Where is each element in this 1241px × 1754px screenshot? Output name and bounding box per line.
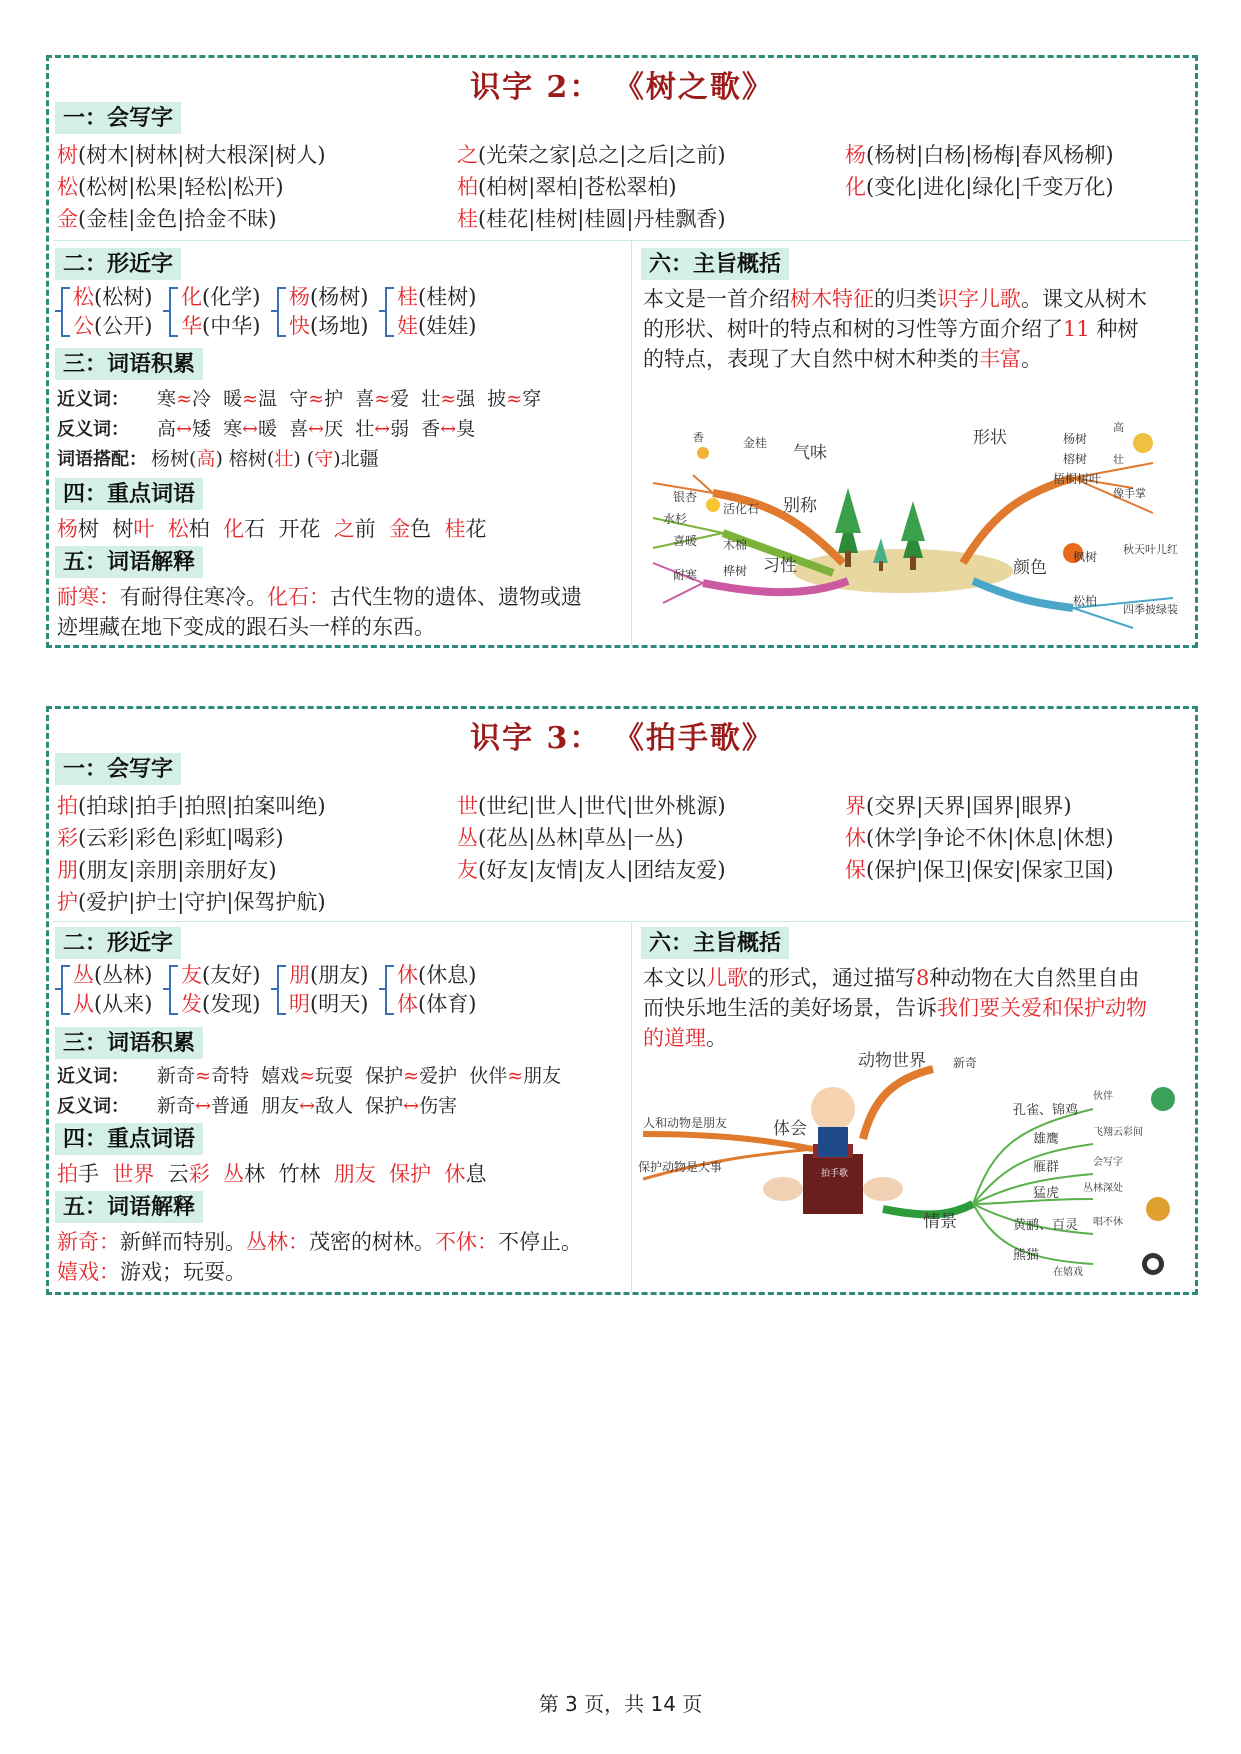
svg-text:香: 香 <box>693 431 704 444</box>
word-line: 金(金桂|金色|拾金不昧) <box>57 207 277 231</box>
word-line: 拍(拍球|拍手|拍照|拍案叫绝) <box>57 794 326 818</box>
word-line: 朋(朋友|亲朋|亲朋好友) <box>57 858 277 882</box>
section-writing: 一：会写字 <box>55 753 181 785</box>
section-explain: 五：词语解释 <box>55 1191 203 1223</box>
svg-text:颜色: 颜色 <box>1013 558 1047 578</box>
word-line: 化(变化|进化|绿化|千变万化) <box>845 175 1114 199</box>
similar-group: 松(松树) 公(公开) <box>61 283 152 341</box>
synonym-line: 近义词： 新奇≈奇特 嬉戏≈玩耍 保护≈爱护 伙伴≈朋友 <box>57 1065 562 1087</box>
svg-text:秋天叶儿红: 秋天叶儿红 <box>1123 543 1178 556</box>
word-line: 丛(花丛|丛林|草丛|一丛) <box>457 826 684 850</box>
similar-group: 桂(桂树) 娃(娃娃) <box>385 283 476 341</box>
similar-group: 休(休息) 体(体育) <box>385 961 476 1019</box>
svg-text:飞翔云彩间: 飞翔云彩间 <box>1093 1127 1143 1138</box>
similar-group: 友(友好) 发(发现) <box>169 961 260 1019</box>
svg-text:伙伴: 伙伴 <box>1093 1091 1113 1102</box>
word-line: 桂(桂花|桂树|桂圆|丹桂飘香) <box>457 207 726 231</box>
mindmap-trees <box>633 383 1195 645</box>
summary-line: 而快乐地生活的美好场景，告诉我们要关爱和保护动物 <box>643 996 1147 1020</box>
svg-text:唱不休: 唱不休 <box>1093 1217 1123 1228</box>
section-similar: 二：形近字 <box>55 927 181 959</box>
similar-group: 化(化学) 华(中华) <box>169 283 260 341</box>
mindmap-animals <box>633 1039 1195 1291</box>
svg-text:梧桐树叶: 梧桐树叶 <box>1053 472 1102 486</box>
summary-line: 的道理。 <box>643 1026 727 1050</box>
svg-text:人和动物是朋友: 人和动物是朋友 <box>643 1116 728 1130</box>
word-line: 保(保护|保卫|保安|保家卫国) <box>845 858 1114 882</box>
svg-text:四季披绿装: 四季披绿装 <box>1123 603 1178 616</box>
svg-text:习性: 习性 <box>763 556 797 576</box>
svg-text:木棉: 木棉 <box>723 538 748 552</box>
word-line: 友(好友|友情|友人|团结友爱) <box>457 858 726 882</box>
section-vocab: 三：词语积累 <box>55 348 203 380</box>
word-line: 世(世纪|世人|世代|世外桃源) <box>457 794 726 818</box>
svg-text:高: 高 <box>1113 421 1124 434</box>
svg-text:拍手歌: 拍手歌 <box>821 1169 849 1179</box>
word-line: 之(光荣之家|总之|之后|之前) <box>457 143 726 167</box>
svg-text:保护动物是大事: 保护动物是大事 <box>638 1160 723 1174</box>
word-line: 护(爱护|护士|守护|保驾护航) <box>57 890 326 914</box>
section-keywords: 四：重点词语 <box>55 478 203 510</box>
svg-text:像手掌: 像手掌 <box>1113 487 1146 500</box>
similar-group: 杨(杨树) 快(场地) <box>277 283 368 341</box>
collocation-line: 词语搭配： 杨树(高) 榕树(壮) (守)北疆 <box>57 448 379 470</box>
antonym-line: 反义词： 高↔矮 寒↔暖 喜↔厌 壮↔弱 香↔臭 <box>57 418 476 440</box>
svg-text:壮: 壮 <box>1113 453 1124 466</box>
svg-text:气味: 气味 <box>793 443 827 463</box>
section-summary: 六：主旨概括 <box>641 927 789 959</box>
word-line: 休(休学|争论不休|休息|休想) <box>845 826 1114 850</box>
synonym-line: 近义词： 寒≈冷 暖≈温 守≈护 喜≈爱 壮≈强 披≈穿 <box>57 388 542 410</box>
svg-text:猛虎: 猛虎 <box>1033 1186 1060 1201</box>
svg-text:金桂: 金桂 <box>743 436 768 450</box>
svg-text:松柏: 松柏 <box>1073 594 1098 608</box>
section-writing: 一：会写字 <box>55 102 181 134</box>
section-explain: 五：词语解释 <box>55 546 203 578</box>
word-line: 柏(柏树|翠柏|苍松翠柏) <box>457 175 677 199</box>
summary-line: 的形状、树叶的特点和树的习性等方面介绍了11 种树 <box>643 317 1139 341</box>
explain-line: 嬉戏：游戏；玩耍。 <box>57 1260 246 1284</box>
svg-text:活化石: 活化石 <box>723 502 760 516</box>
svg-text:黄鹂、百灵: 黄鹂、百灵 <box>1013 1218 1079 1233</box>
svg-text:形状: 形状 <box>973 428 1007 448</box>
svg-text:银杏: 银杏 <box>673 490 698 504</box>
svg-text:水杉: 水杉 <box>663 512 688 526</box>
antonym-line: 反义词： 新奇↔普通 朋友↔敌人 保护↔伤害 <box>57 1095 458 1117</box>
svg-text:体会: 体会 <box>773 1119 807 1139</box>
svg-text:杨树: 杨树 <box>1063 432 1088 446</box>
similar-group: 朋(朋友) 明(明天) <box>277 961 368 1019</box>
section-summary: 六：主旨概括 <box>641 248 789 280</box>
svg-text:雁群: 雁群 <box>1033 1160 1060 1175</box>
keyword-line: 拍手 世界 云彩 丛林 竹林 朋友 保护 休息 <box>57 1162 487 1186</box>
similar-group: 丛(丛林) 从(从来) <box>61 961 152 1019</box>
card-title: 识字 3： 《拍手歌》 <box>470 721 774 756</box>
summary-line: 本文以儿歌的形式，通过描写8种动物在大自然里自由 <box>643 966 1140 990</box>
svg-text:丛林深处: 丛林深处 <box>1083 1183 1123 1194</box>
card-shuzhige <box>46 55 1198 648</box>
card-title: 识字 2： 《树之歌》 <box>470 70 774 105</box>
svg-text:雄鹰: 雄鹰 <box>1033 1132 1060 1147</box>
svg-text:别称: 别称 <box>783 496 817 516</box>
svg-text:桦树: 桦树 <box>723 564 748 578</box>
svg-text:会写字: 会写字 <box>1093 1157 1123 1168</box>
svg-text:熊猫: 熊猫 <box>1013 1248 1040 1263</box>
svg-text:孔雀、锦鸡: 孔雀、锦鸡 <box>1013 1103 1079 1118</box>
page-number: 第 3 页，共 14 页 <box>538 1692 703 1716</box>
section-similar: 二：形近字 <box>55 248 181 280</box>
section-keywords: 四：重点词语 <box>55 1123 203 1155</box>
word-line: 树(树木|树林|树大根深|树人) <box>57 143 326 167</box>
svg-text:动物世界: 动物世界 <box>858 1051 926 1071</box>
svg-text:在嬉戏: 在嬉戏 <box>1053 1267 1083 1278</box>
summary-line: 本文是一首介绍树木特征的归类识字儿歌。课文从树木 <box>643 287 1147 311</box>
svg-text:喜暖: 喜暖 <box>673 534 698 548</box>
explain-line: 新奇：新鲜而特别。丛林：茂密的树林。不休：不停止。 <box>57 1230 582 1254</box>
svg-text:枫树: 枫树 <box>1073 550 1098 564</box>
svg-text:耐寒: 耐寒 <box>673 568 698 582</box>
card-paishouge <box>46 706 1198 1295</box>
svg-text:榕树: 榕树 <box>1063 452 1088 466</box>
explain-line: 迹埋藏在地下变成的跟石头一样的东西。 <box>57 615 435 639</box>
explain-line: 耐寒：有耐得住寒冷。化石：古代生物的遗体、遗物或遗 <box>57 585 582 609</box>
word-line: 杨(杨树|白杨|杨梅|春风杨柳) <box>845 143 1114 167</box>
word-line: 界(交界|天界|国界|眼界) <box>845 794 1072 818</box>
svg-text:新奇: 新奇 <box>953 1056 978 1070</box>
svg-text:情景: 情景 <box>923 1212 957 1232</box>
keyword-line: 杨树 树叶 松柏 化石 开花 之前 金色 桂花 <box>57 517 487 541</box>
word-line: 彩(云彩|彩色|彩虹|喝彩) <box>57 826 284 850</box>
word-line: 松(松树|松果|轻松|松开) <box>57 175 284 199</box>
summary-line: 的特点，表现了大自然中树木种类的丰富。 <box>643 347 1042 371</box>
section-vocab: 三：词语积累 <box>55 1027 203 1059</box>
